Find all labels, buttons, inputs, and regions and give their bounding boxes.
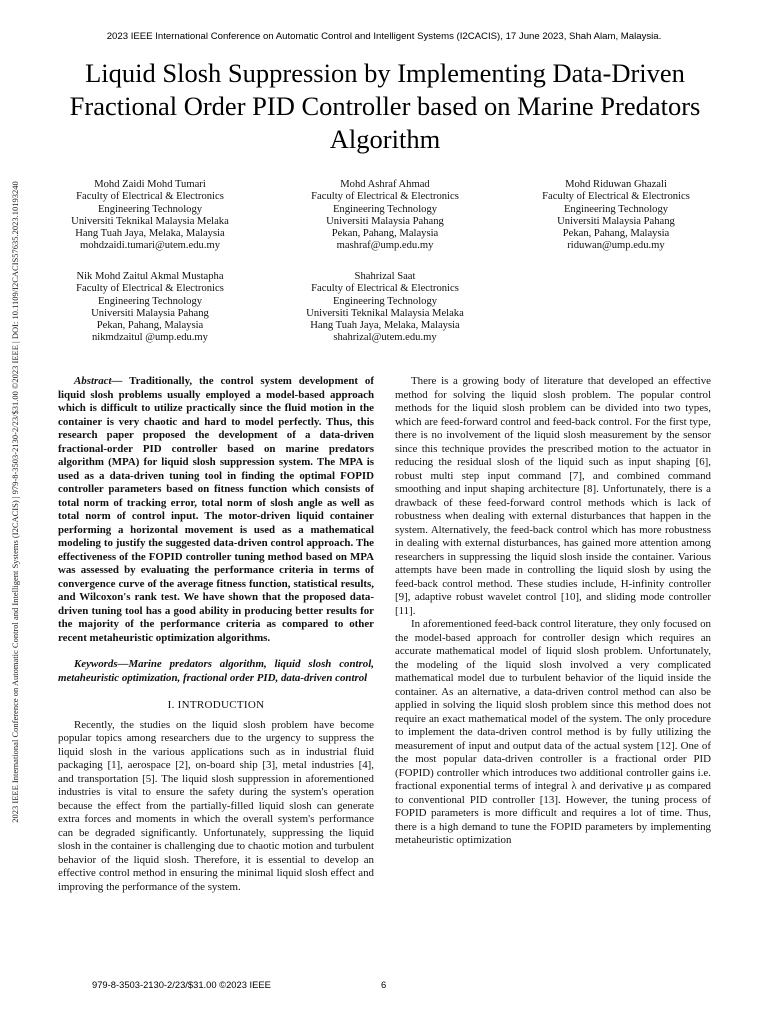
intro-paragraph: Recently, the studies on the liquid slosh problem have become popular topics among researchers due to the urgency to suppress the liquid slosh in the various applications such as in industrial fluid packaging [1], aerospace [2], on-board ship [3], metal industries [4], and transportation [5]. The liquid slosh suppression in aforementioned industries is vital to ensure the safety during the system's operation because the effect from the partially-filled liquid slosh can generate extra forces and moments in which the overall system's performance can be degraded significantly. Unfortunately, suppressing the liquid slosh in the container is challenging due to chaotic motion and turbulent behavior of the liquid slosh. Therefore, it is essential to develop an effective control method in ensuring the minimal liquid slosh effect and improving the performance of the system. xyxy=(58,718,374,893)
author-affiliation: Faculty of Electrical & Electronics xyxy=(311,283,459,295)
author-affiliation: Universiti Malaysia Pahang xyxy=(91,307,209,319)
page-number: 6 xyxy=(381,979,387,990)
author-affiliation: Engineering Technology xyxy=(97,203,203,215)
author-block xyxy=(275,179,495,253)
author-email: mohdzaidi.tumari@utem.edu.my xyxy=(79,240,221,252)
author-name: Nik Mohd Zaitul Akmal Mustapha xyxy=(76,271,224,282)
author-affiliation: Pekan, Pahang, Malaysia xyxy=(331,228,439,240)
intro-paragraph: There is a growing body of literature that developed an effective method for solving the liquid slosh problem. The popular control methods for the liquid slosh problem can be divided into two types, which are feed-forward control and feed-back control. For the first type, there is no involvement of the liquid slosh measurement by the sensor since this technique provides the prescribed motion to the actuator in reducing the residual slosh of the liquid such as input shaping [6], robust multi step input command [7], and combined command smoothing and input shaping architecture [8]. Unfortunately, there is a drawback of these feed-forward control methods which is lack of robustness when dealing with external disturbances that happen in the system. Alternatively, the feed-back control which has more robustness in dealing with external disturbances, has gained more attention among researchers in suppressing the liquid slosh inside the container. Various attempts have been made in controlling the liquid slosh by using the feed-back control method. These studies include, H-infinity controller [9], adaptive robust wavelet control [10], and sliding mode controller [11]. xyxy=(395,375,711,617)
author-affiliation: Faculty of Electrical & Electronics xyxy=(76,283,224,295)
author-email: riduwan@ump.edu.my xyxy=(567,240,665,252)
author-name: Shahrizal Saat xyxy=(354,271,416,282)
author-name: Mohd Ashraf Ahmad xyxy=(340,179,430,190)
author-affiliation: Hang Tuah Jaya, Melaka, Malaysia xyxy=(75,228,225,240)
conference-header: 2023 IEEE International Conference on Automatic Control and Intelligent Systems (I2CACIS), 17 June 2023, Shah Alam, Malaysia. xyxy=(106,31,662,42)
author-affiliation: Universiti Teknikal Malaysia Melaka xyxy=(71,215,229,227)
paper-title: Liquid Slosh Suppression by Implementing Data-Driven Fractional Order PID Controller based on Marine Predators Algorithm xyxy=(69,58,701,154)
author-affiliation: Faculty of Electrical & Electronics xyxy=(311,191,459,203)
author-affiliation: Faculty of Electrical & Electronics xyxy=(76,191,224,203)
author-affiliation: Universiti Malaysia Pahang xyxy=(326,215,444,227)
keywords: Keywords—Marine predators algorithm, liquid slosh control, metaheuristic optimization, fractional order PID, data-driven control xyxy=(58,658,374,684)
author-affiliation: Engineering Technology xyxy=(332,203,438,215)
author-affiliation: Engineering Technology xyxy=(563,203,669,215)
author-name: Mohd Riduwan Ghazali xyxy=(565,179,667,190)
author-affiliation: Engineering Technology xyxy=(332,295,438,307)
footer-copyright: 979-8-3503-2130-2/23/$31.00 ©2023 IEEE xyxy=(92,979,271,990)
author-name: Mohd Zaidi Mohd Tumari xyxy=(94,179,206,190)
author-email: shahrizal@utem.edu.my xyxy=(333,332,437,344)
side-doi-identifier: 2023 IEEE International Conference on Automatic Control and Intelligent Systems (I2CACIS) | 979-8-3503-2130-2/23/$31.00 ©2023 IEEE | DOI: 10.1109/I2CACIS57635.2023.10193240 xyxy=(10,181,20,823)
author-email: mashraf@ump.edu.my xyxy=(336,240,434,252)
abstract xyxy=(58,375,374,645)
left-column xyxy=(58,375,374,894)
author-block xyxy=(40,179,260,253)
author-affiliation: Engineering Technology xyxy=(97,295,203,307)
author-block xyxy=(40,271,260,345)
author-email: nikmdzaitul @ump.edu.my xyxy=(92,332,208,344)
author-affiliation: Pekan, Pahang, Malaysia xyxy=(96,320,204,332)
abstract-text: Traditionally, the control system development of liquid slosh problems usually employed a model-based approach which is difficult to utilize practically since the fluid motion in the container is very chaotic and hard to model perfectly. Thus, this research paper proposed the development of a data-driven fractional-order PID controller based on marine predators algorithm (MPA) for liquid slosh suppression system. The MPA is used as a data-driven tuning tool in finding the optimal FOPID controller parameters based on fitness function which consists of total norm of tracking error, total norm of slosh angle as well as total norm of control input. The motor-driven liquid container performing a horizontal movement is used as a mathematical modeling to justify the suggested data-driven control approach. The effectiveness of the FOPID controller tuning method based on MPA was assessed by evaluating the performance criteria in terms of convergence curve of the average fitness function, statistical results, and Wilcoxon's rank test. We have shown that the proposed data-driven tuning tool has a good ability in producing better results for the majority of the performance criteria as compared to other recent metaheuristic optimization algorithms. xyxy=(58,375,374,644)
right-column xyxy=(395,375,711,848)
author-affiliation: Pekan, Pahang, Malaysia xyxy=(562,228,670,240)
author-block xyxy=(275,271,495,345)
author-block xyxy=(506,179,726,253)
author-affiliation: Faculty of Electrical & Electronics xyxy=(542,191,690,203)
author-affiliation: Universiti Teknikal Malaysia Melaka xyxy=(306,307,464,319)
author-affiliation: Universiti Malaysia Pahang xyxy=(557,215,675,227)
intro-paragraph: In aforementioned feed-back control literature, they only focused on the model-based approach for controller design which requires an accurate mathematical model of liquid slosh problem. Unfortunately, the modeling of the liquid slosh involved a very complicated mathematical model due to turbulent behavior of the liquid inside the container. As an alternative, a data-driven control method can also be applied in solving the liquid slosh problem since this method does not require an exact mathematical model of the system. The only procedure to implement the data-driven control method is by fully utilizing the measurement of input and output data of the actual system [12]. One of the most popular data-driven controller is a fractional order PID (FOPID) controller which introduces two additional controller gains i.e. fractional exponential terms of integral λ and derivative μ as compared to conventional PID controller [13]. However, the tuning process of FOPID parameters is more difficult and requires a lot of time. Thus, there is a high demand to tune the FOPID parameters by implementing metaheuristic optimization xyxy=(395,618,711,846)
section-heading-introduction: I. INTRODUCTION xyxy=(167,699,265,711)
author-affiliation: Hang Tuah Jaya, Melaka, Malaysia xyxy=(310,320,460,332)
abstract-label: Abstract— xyxy=(74,375,123,387)
